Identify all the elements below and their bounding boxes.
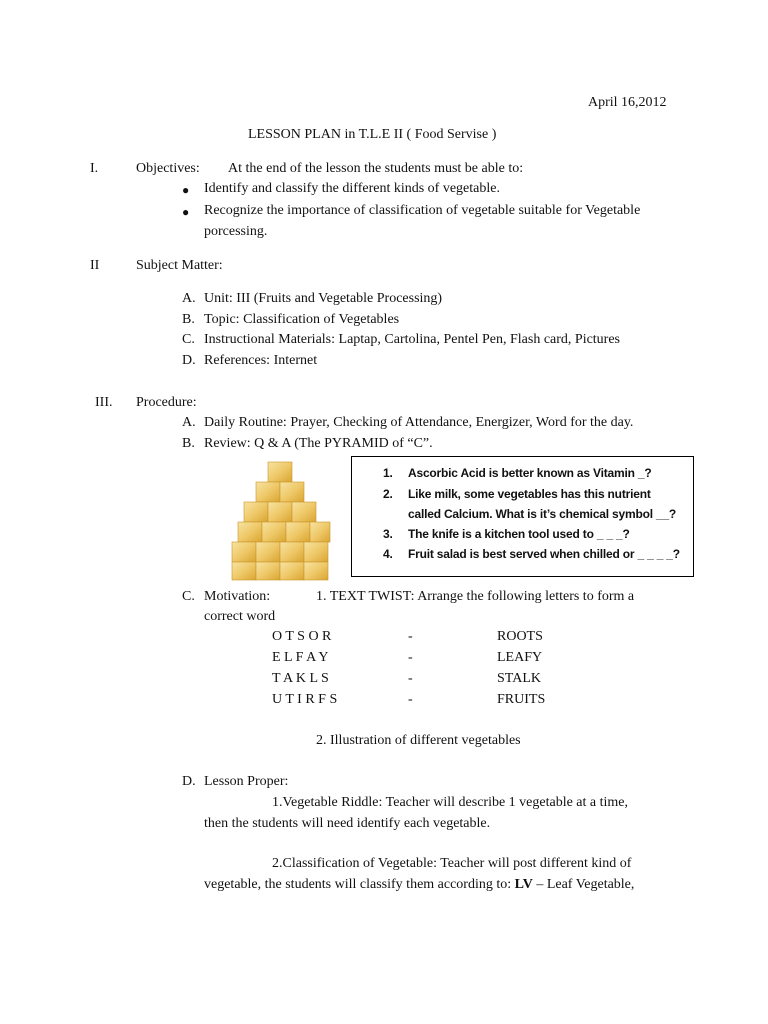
word-dash: - <box>408 650 413 665</box>
word-dash: - <box>408 671 413 686</box>
answer-word: FRUITS <box>497 692 546 707</box>
question-number: 1. <box>383 466 393 480</box>
lesson-proper-label: Lesson Proper: <box>204 774 289 789</box>
subject-item-letter: A. <box>182 291 196 306</box>
motivation-label: Motivation: <box>204 589 271 604</box>
subject-item-text: Instructional Materials: Laptap, Cartolina, Pentel Pen, Flash card, Pictures <box>204 332 621 347</box>
answer-word: STALK <box>497 671 541 686</box>
procedure-numeral: III. <box>95 395 113 410</box>
answer-word: ROOTS <box>497 629 543 644</box>
question-number: 3. <box>383 527 393 541</box>
procedure-b-letter: B. <box>182 436 195 451</box>
lesson-proper-p2-start: vegetable, the students will classify them according to: <box>204 877 512 892</box>
bullet-icon: ● <box>182 183 190 197</box>
lesson-proper-p1: 1.Vegetable Riddle: Teacher will describe 1 vegetable at a time, <box>272 795 629 810</box>
question-number: 2. <box>383 487 393 501</box>
question-text: The knife is a kitchen tool used to _ _ _? <box>408 527 630 541</box>
objective-item-continued: porcessing. <box>204 224 268 239</box>
lesson-proper-p2: 2.Classification of Vegetable: Teacher will post different kind of <box>272 856 632 871</box>
subject-item-text: Topic: Classification of Vegetables <box>204 312 400 327</box>
subject-matter-numeral: II <box>90 258 100 273</box>
lv-abbrev: LV <box>514 877 533 892</box>
question-text: Like milk, some vegetables has this nutrient <box>408 487 651 501</box>
scrambled-word: T A K L S <box>272 671 329 686</box>
objectives-intro: At the end of the lesson the students must be able to: <box>228 161 524 176</box>
scrambled-word: O T S O R <box>272 629 332 644</box>
subject-matter-label: Subject Matter: <box>136 258 223 273</box>
page-title: LESSON PLAN in T.L.E II ( Food Servise ) <box>248 127 497 142</box>
objectives-numeral: I. <box>90 161 99 176</box>
subject-item-letter: B. <box>182 312 195 327</box>
lesson-proper-p2-continued <box>204 876 634 894</box>
question-number: 4. <box>383 547 393 561</box>
date: April 16,2012 <box>588 95 667 110</box>
procedure-a-text: Daily Routine: Prayer, Checking of Attendance, Energizer, Word for the day. <box>204 415 634 430</box>
scrambled-word: E L F A Y <box>272 650 329 665</box>
question-text-continued: called Calcium. What is it’s chemical symbol __? <box>408 507 677 521</box>
scrambled-word: U T I R F S <box>272 692 338 707</box>
bullet-icon: ● <box>182 205 190 219</box>
lesson-proper-p2-end: – Leaf Vegetable, <box>536 877 635 892</box>
subject-item-text: References: Internet <box>204 353 318 368</box>
subject-item-letter: D. <box>182 353 196 368</box>
subject-item-text: Unit: III (Fruits and Vegetable Processing) <box>204 291 443 306</box>
procedure-label: Procedure: <box>136 395 197 410</box>
question-text: Ascorbic Acid is better known as Vitamin _? <box>408 466 652 480</box>
objective-item: Identify and classify the different kinds of vegetable. <box>204 181 500 196</box>
answer-word: LEAFY <box>497 650 543 665</box>
motivation-text-continued: correct word <box>204 609 276 624</box>
subject-item-letter: C. <box>182 332 195 347</box>
review-questions-box <box>351 456 694 577</box>
question-text: Fruit salad is best served when chilled or _ _ _ _? <box>408 547 680 561</box>
procedure-a-letter: A. <box>182 415 196 430</box>
pyramid-image <box>228 458 332 582</box>
objectives-label: Objectives: <box>136 161 200 176</box>
procedure-c-letter: C. <box>182 589 195 604</box>
lesson-proper-p1-continued: then the students will need identify each vegetable. <box>204 816 491 831</box>
motivation-text: 1. TEXT TWIST: Arrange the following letters to form a <box>316 589 635 604</box>
word-dash: - <box>408 629 413 644</box>
procedure-d-letter: D. <box>182 774 196 789</box>
word-dash: - <box>408 692 413 707</box>
objective-item: Recognize the importance of classification of vegetable suitable for Vegetable <box>204 203 641 218</box>
procedure-b-text: Review: Q & A (The PYRAMID of “C”. <box>204 436 433 451</box>
illustration-text: 2. Illustration of different vegetables <box>316 733 521 748</box>
